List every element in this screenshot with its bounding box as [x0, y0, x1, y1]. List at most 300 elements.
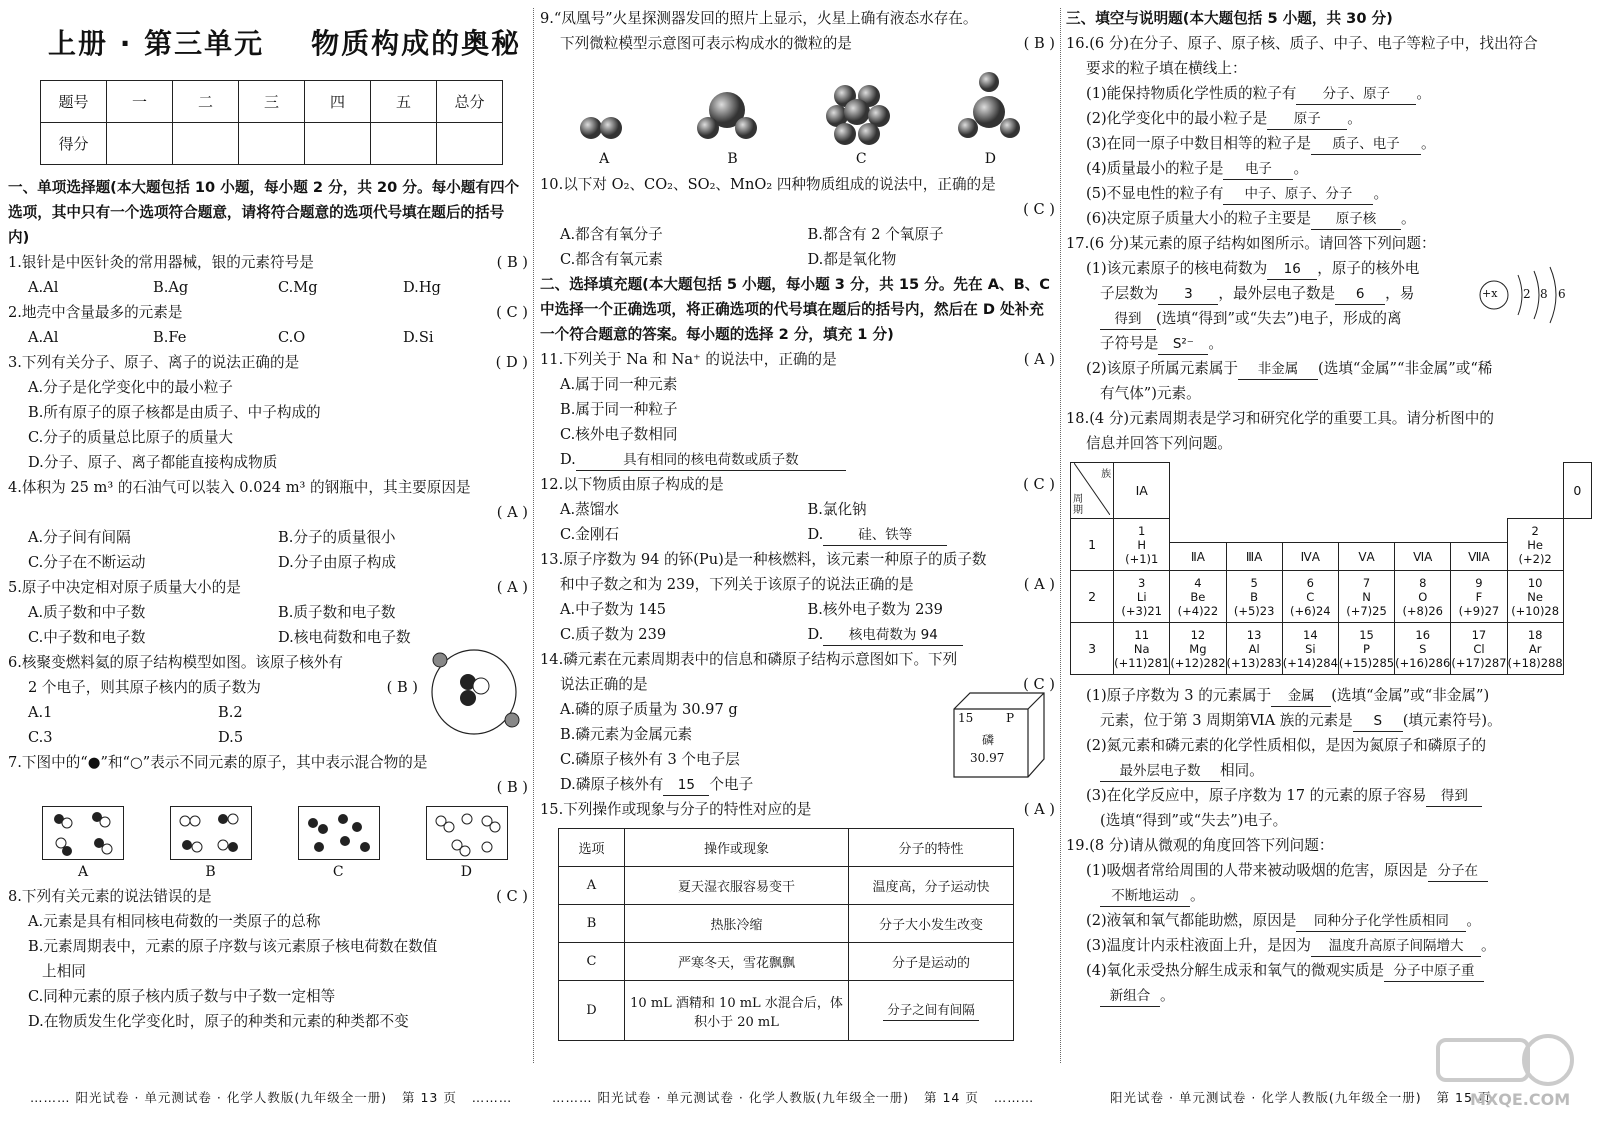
element-symbol: C [1306, 589, 1315, 604]
box-label: B [205, 864, 216, 880]
option: D.分子由原子构成 [278, 554, 396, 571]
element-diagram: (+14)284 [1282, 655, 1338, 670]
item-text: (选填“金属”“非金属”或“稀 [1318, 360, 1493, 377]
element-symbol: He [1527, 537, 1543, 552]
fill-blank[interactable]: 中子、原子、分子 [1223, 184, 1373, 205]
score-cell[interactable] [437, 123, 503, 165]
score-header: 题号 [41, 81, 107, 123]
option-label: D. [807, 626, 824, 643]
item-text: 相同。 [1220, 762, 1264, 779]
item-text: (1)原子序数为 3 的元素属于 [1086, 687, 1272, 704]
options [540, 222, 1055, 247]
option-d [808, 522, 1056, 547]
answer-bracket: ( A ) [1023, 801, 1055, 818]
element-diagram: (+11)281 [1114, 655, 1170, 670]
fill-blank[interactable]: 分子、原子 [1296, 84, 1416, 105]
option: C.同种元素的原子核内质子数与中子数一定相等 [28, 988, 336, 1005]
phosphorus-element-cell [950, 705, 1034, 789]
fill-blank[interactable]: 分子中原子重 [1384, 961, 1484, 982]
element-number: 11 [1134, 627, 1150, 642]
option: D.Si [403, 329, 434, 346]
answer-bracket: ( C ) [1023, 201, 1055, 218]
item-text: (3)温度计内汞柱液面上升，是因为 [1086, 937, 1311, 954]
box-label: A [78, 864, 89, 880]
question-7: 7.下图中的“●”和“○”表示不同元素的原子，其中表示混合物的是 [8, 754, 428, 771]
option: C.3 [28, 729, 53, 746]
element-symbol: P [1363, 641, 1370, 656]
answer-row [8, 500, 528, 525]
options [540, 597, 1055, 622]
element-number: 9 [1475, 575, 1483, 590]
element-number: 15 [1359, 627, 1374, 642]
q19-line: (2)液氧和氧气都能助燃，原因是 同种分子化学性质相同 。 [1066, 908, 1592, 933]
table-cell: 温度高，分子运动快 [849, 867, 1014, 905]
table-row [559, 943, 1014, 981]
question-11 [540, 347, 1055, 372]
molecule-model-c [823, 78, 893, 148]
element-cell [1395, 571, 1451, 623]
element-cell [1170, 623, 1226, 675]
option: A.分子间有间隔 [28, 529, 131, 546]
score-cell[interactable] [239, 123, 305, 165]
table-cell: 夏天湿衣服容易变干 [625, 867, 849, 905]
element-number: 1 [1138, 523, 1146, 538]
item-text: (5)不显电性的粒子有 [1086, 185, 1224, 202]
corner-bottom-label: 周期 [1073, 494, 1083, 516]
table-cell: 10 mL 酒精和 10 mL 水混合后，体积小于 20 mL [625, 981, 849, 1041]
fill-blank[interactable]: 6 [1335, 284, 1385, 305]
option: B.Fe [153, 329, 187, 346]
item-text: 子层数为 [1100, 285, 1159, 302]
table-row [559, 981, 1014, 1041]
score-cell[interactable] [173, 123, 239, 165]
fill-blank[interactable]: 硅、铁等 [823, 525, 947, 546]
options [8, 550, 528, 575]
q18-line [1066, 758, 1592, 783]
question-8 [8, 884, 528, 909]
element-diagram: (+13)283 [1226, 655, 1282, 670]
option: B.都含有 2 个氧原子 [807, 226, 944, 243]
question-stem: 和中子数之和为 239，下列关于该原子的说法正确的是 [560, 576, 914, 593]
answer-bracket: ( C ) [496, 304, 528, 321]
table-cell: B [559, 905, 625, 943]
option: B.所有原子的原子核都是由质子、中子构成的 [28, 404, 321, 421]
molecule-label: C [855, 151, 867, 167]
fill-blank[interactable]: 分子在 [1428, 861, 1488, 882]
q16-item: (3)在同一原子中数目相等的粒子是 质子、电子 。 [1066, 131, 1592, 156]
column-1 [8, 6, 528, 1066]
options [540, 522, 1055, 547]
fill-blank[interactable]: 16 [1267, 259, 1317, 280]
option: D.分子、原子、离子都能直接构成物质 [28, 454, 278, 471]
question-stem: 6.核聚变燃料氦的原子结构模型如图。该原子核外有 [8, 654, 343, 671]
molecule-label: D [984, 151, 996, 167]
element-diagram: (+3)21 [1121, 603, 1162, 618]
question-stem: 11.下列关于 Na 和 Na⁺ 的说法中，正确的是 [540, 351, 837, 368]
element-symbol: Ne [1527, 589, 1543, 604]
element-symbol: H [1137, 537, 1147, 552]
fill-blank[interactable]: 原子 [1267, 109, 1347, 130]
element-symbol: Be [1190, 589, 1206, 604]
element-cell [1114, 571, 1170, 623]
element-symbol: Cl [1473, 641, 1485, 656]
element-number: 7 [1362, 575, 1371, 590]
molecule-model-a [571, 108, 631, 148]
table-cell: 分子是运动的 [849, 943, 1014, 981]
group-header: ⅤA [1338, 543, 1394, 571]
period-label: 1 [1071, 519, 1114, 571]
element-diagram: (+7)25 [1346, 603, 1387, 618]
element-number: 2 [1531, 523, 1539, 538]
option: B.分子的质量很小 [278, 529, 396, 546]
fill-blank[interactable]: 金属 [1271, 686, 1331, 707]
table-cell: 分子大小发生改变 [849, 905, 1014, 943]
element-diagram: (+16)286 [1395, 655, 1451, 670]
question-stem: 3.下列有关分子、原子、离子的说法正确的是 [8, 354, 300, 371]
item-text: 元素，位于第 3 周期第ⅥA 族的元素是 [1100, 712, 1353, 729]
element-diagram: (+1)1 [1125, 551, 1159, 566]
item-text: (2)液氧和氧气都能助燃，原因是 [1086, 912, 1297, 929]
molecule-label: B [727, 151, 738, 167]
question-stem: 14.磷元素在元素周期表中的信息和磷原子结构示意图如下。下列 [540, 651, 958, 668]
option: C.分子在不断运动 [28, 554, 146, 571]
item-text: ，原子的核外电 [1317, 260, 1420, 277]
group-header: ⅢA [1226, 543, 1282, 571]
element-symbol: Si [1305, 641, 1316, 656]
item-text: 子符号是 [1100, 335, 1159, 352]
answer-bracket: ( A ) [1023, 576, 1055, 593]
q16-item: (2)化学变化中的最小粒子是 原子 。 [1066, 106, 1592, 131]
item-text: (3)在同一原子中数目相等的粒子是 [1086, 135, 1311, 152]
q19-line: (3)温度计内汞柱液面上升，是因为 温度升高原子间隔增大 。 [1066, 933, 1592, 958]
table-cell: 严寒冬天，雪花飘飘 [625, 943, 849, 981]
option: A.都含有氧分子 [560, 226, 663, 243]
period-label: 2 [1071, 571, 1114, 623]
item-text: (填元素符号)。 [1402, 712, 1502, 729]
molecule-label: A [599, 151, 610, 167]
element-number: 18 [1527, 627, 1543, 642]
element-cell [1507, 571, 1563, 623]
answer-bracket: ( B ) [496, 779, 528, 796]
element-symbol: P [1006, 711, 1015, 725]
q19-line: 不断地运动 。 [1066, 883, 1592, 908]
option: B.Ag [153, 279, 189, 296]
column-header: 分子的特性 [849, 829, 1014, 867]
footer-page-13: ……… 阳光试卷 · 单元测试卷 · 化学人教版(九年级全一册) 第 13 页 ……… [30, 1090, 513, 1105]
question-17 [1066, 231, 1592, 406]
score-cell[interactable] [305, 123, 371, 165]
option-label: D. [560, 451, 576, 468]
item-text: (2)氮元素和磷元素的化学性质相似，是因为氮原子和磷原子的 [1086, 737, 1487, 754]
question-stem-line2 [540, 31, 1055, 56]
question-stem: 2.地壳中含量最多的元素是 [8, 304, 183, 321]
item-text: (4)质量最小的粒子是 [1086, 160, 1224, 177]
element-symbol: Li [1136, 589, 1147, 604]
answer-bracket: ( B ) [386, 679, 418, 696]
option: A.元素是具有相同核电荷数的一类原子的总称 [28, 913, 321, 930]
element-number: 13 [1246, 627, 1262, 642]
element-number: 14 [1303, 627, 1318, 642]
score-header: 五 [371, 81, 437, 123]
item-text: (4)氧化汞受热分解生成汞和氧气的微观实质是 [1086, 962, 1384, 979]
option: C.金刚石 [560, 526, 620, 543]
element-number: 16 [1415, 627, 1431, 642]
option: C.Mg [278, 279, 318, 296]
q18-line [1066, 683, 1592, 708]
item-text: (1)能保持物质化学性质的粒子有 [1086, 85, 1297, 102]
fill-blank[interactable]: 核电荷数为 94 [823, 625, 963, 646]
question-10: 10.以下对 O₂、CO₂、SO₂、MnO₂ 四种物质组成的说法中，正确的是 [540, 176, 996, 193]
option: C.质子数为 239 [560, 626, 667, 643]
molecule-model-d [954, 68, 1024, 148]
element-cell [1282, 623, 1338, 675]
option: C.O [278, 329, 306, 346]
q16-item: (1)能保持物质化学性质的粒子有 分子、原子 。 [1066, 81, 1592, 106]
fill-blank[interactable]: 质子、电子 [1311, 134, 1421, 155]
fill-blank[interactable]: 温度升高原子间隔增大 [1311, 936, 1481, 957]
element-symbol: Mg [1189, 641, 1207, 656]
score-cell[interactable] [371, 123, 437, 165]
fill-blank[interactable]: 原子核 [1311, 209, 1401, 230]
score-label: 得分 [41, 123, 107, 165]
answer-bracket: ( C ) [1023, 476, 1055, 493]
fill-blank[interactable]: 具有相同的核电荷数或质子数 [576, 450, 846, 471]
cube-outline [950, 691, 1046, 783]
footer-page-15: 阳光试卷 · 单元测试卷 · 化学人教版(九年级全一册) 第 15 页 [1110, 1090, 1492, 1105]
element-symbol: N [1362, 589, 1371, 604]
option: B.核外电子数为 239 [807, 601, 943, 618]
answer-bracket: ( D ) [495, 354, 528, 371]
score-table [40, 80, 503, 165]
question-stem: 17.(6 分)某元素的原子结构如图所示。请回答下列问题： [1066, 235, 1436, 252]
shell-electrons: 8 [1540, 287, 1548, 301]
particle-box-a [42, 806, 124, 860]
question-6 [8, 650, 528, 750]
option: A.蒸馏水 [560, 501, 619, 518]
element-diagram: (+6)24 [1290, 603, 1331, 618]
fill-blank[interactable]: 非金属 [1238, 359, 1318, 380]
fill-blank[interactable]: 分子之间有间隔 [883, 1000, 979, 1021]
question-1 [8, 250, 528, 275]
table-cell: D [559, 981, 625, 1041]
item-text: (1)该元素原子的核电荷数为 [1086, 260, 1268, 277]
element-number: 10 [1527, 575, 1543, 590]
table-cell: C [559, 943, 625, 981]
answer-row [8, 775, 528, 800]
q19-line [1066, 858, 1592, 883]
option-d [808, 622, 1056, 647]
item-text: (3)在化学反应中，原子序数为 17 的元素的原子容易 [1086, 787, 1427, 804]
group-header: ⅥA [1395, 543, 1451, 571]
fill-blank[interactable]: 得到 [1100, 309, 1156, 330]
q15-table [558, 828, 1014, 1041]
q19-line: 新组合 。 [1066, 983, 1592, 1008]
options [540, 497, 1055, 522]
option: A.中子数为 145 [560, 601, 667, 618]
group-header: ⅣA [1282, 543, 1338, 571]
item-text: (1)吸烟者常给周围的人带来被动吸烟的危害，原因是 [1086, 862, 1428, 879]
option: 上相同 [42, 963, 86, 980]
answer-bracket: ( B ) [496, 254, 528, 271]
period-label: 3 [1071, 623, 1114, 675]
element-number: 8 [1419, 575, 1427, 590]
footer-page-14: ……… 阳光试卷 · 单元测试卷 · 化学人教版(九年级全一册) 第 14 页 ……… [552, 1090, 1035, 1105]
options [8, 275, 528, 300]
score-cell[interactable] [107, 123, 173, 165]
answer-bracket: ( C ) [496, 888, 528, 905]
shell-electrons: 2 [1523, 287, 1531, 301]
option: C.磷原子核外有 3 个电子层 [560, 751, 740, 768]
element-diagram: (+12)282 [1170, 655, 1226, 670]
element-diagram: (+15)285 [1338, 655, 1395, 670]
element-diagram: (+18)288 [1507, 655, 1563, 670]
fill-blank[interactable]: 不断地运动 [1100, 886, 1190, 907]
question-stem-line2 [8, 675, 418, 700]
element-diagram: (+4)22 [1177, 603, 1219, 618]
section-2-heading: 二、选择填充题(本大题包括 5 小题，每小题 3 分，共 15 分。先在 A、B、C 中选择一个正确选项，将正确选项的代号填在题后的括号内，然后在 D 处补充一个符合题意的答案。每小题的选择 2 分，填充 1 分) [540, 276, 1051, 343]
element-number: 3 [1138, 575, 1146, 590]
question-stem: 说法正确的是 [560, 676, 648, 693]
table-cell [849, 981, 1014, 1041]
element-diagram: (+17)287 [1451, 655, 1507, 670]
q19-line [1066, 958, 1592, 983]
element-symbol: S [1419, 641, 1427, 656]
table-cell: 热胀冷缩 [625, 905, 849, 943]
box-label: D [460, 864, 472, 880]
question-2 [8, 300, 528, 325]
options [8, 525, 528, 550]
option: B.氯化钠 [807, 501, 867, 518]
question-5 [8, 575, 528, 600]
helium-atom-model-diagram [428, 642, 524, 738]
table-row [559, 905, 1014, 943]
element-cell [1451, 571, 1507, 623]
q17-line: 子符号是 S²⁻ 。 [1066, 331, 1592, 356]
question-18: 18.(4 分)元素周期表是学习和研究化学的重要工具。请分析图中的 [1066, 410, 1494, 427]
option: A.质子数和中子数 [28, 604, 146, 621]
element-number: 17 [1471, 627, 1487, 642]
question-16: 16.(6 分)在分子、原子、原子核、质子、中子、电子等粒子中，找出符合 [1066, 35, 1538, 52]
box-label: C [332, 864, 344, 880]
element-cell [1282, 571, 1338, 623]
column-3 [1066, 6, 1592, 1066]
options [8, 325, 528, 350]
option-d [540, 447, 1055, 472]
item-text: (选填“得到”或“失去”)电子。 [1100, 812, 1288, 829]
option: B.磷元素为金属元素 [560, 726, 693, 743]
fill-blank[interactable]: 3 [1158, 284, 1218, 305]
option: C.核外电子数相同 [560, 426, 678, 443]
question-stem-line2 [540, 572, 1055, 597]
element-cell [1114, 519, 1170, 571]
q18-line [1066, 708, 1592, 733]
column-header: 操作或现象 [625, 829, 849, 867]
options [8, 600, 528, 625]
score-header: 一 [107, 81, 173, 123]
option: D.在物质发生化学变化时，原子的种类和元素的种类都不变 [28, 1013, 409, 1030]
group-header: ⅡA [1170, 543, 1226, 571]
element-cell [1226, 623, 1282, 675]
option-text: 个电子 [709, 776, 754, 793]
section-1-heading: 一、单项选择题(本大题包括 10 小题，每小题 2 分，共 20 分。每小题有四个选项，其中只有一个选项符合题意，请将符合题意的选项代号填在题后的括号内) [8, 179, 520, 246]
answer-bracket: ( A ) [496, 504, 528, 521]
option: D.5 [218, 729, 244, 746]
element-cell [1114, 623, 1170, 675]
fill-blank[interactable]: 最外层电子数 [1100, 761, 1220, 782]
fill-blank[interactable]: 同种分子化学性质相同 [1296, 911, 1466, 932]
element-symbol: B [1250, 589, 1259, 604]
q16-item: (6)决定原子质量大小的粒子主要是 原子核 。 [1066, 206, 1592, 231]
item-text: ，最外层电子数是 [1218, 285, 1336, 302]
option: A.磷的原子质量为 30.97 g [560, 701, 738, 718]
group-header: 0 [1563, 463, 1591, 519]
fill-blank[interactable]: 电子 [1223, 159, 1293, 180]
element-name: 磷 [982, 733, 995, 747]
table-row [559, 867, 1014, 905]
element-diagram: (+10)28 [1511, 603, 1560, 618]
question-stem: 2 个电子，则其原子核内的质子数为 [28, 679, 261, 696]
q16-item: (5)不显电性的粒子有 中子、原子、分子 。 [1066, 181, 1592, 206]
group-header: ⅦA [1451, 543, 1507, 571]
fill-blank[interactable]: S²⁻ [1158, 334, 1208, 355]
option: A.Al [28, 279, 59, 296]
section-3-heading: 三、填空与说明题(本大题包括 5 小题，共 30 分) [1066, 10, 1393, 27]
question-3 [8, 350, 528, 375]
atom-structure-diagram [1476, 263, 1592, 327]
particle-box-c [298, 806, 380, 860]
option-text: D.磷原子核外有 [560, 776, 664, 793]
question-19: 19.(8 分)请从微观的角度回答下列问题： [1066, 837, 1334, 854]
question-stem: 要求的粒子填在横线上： [1086, 60, 1247, 77]
options [540, 247, 1055, 272]
element-symbol: F [1475, 589, 1483, 604]
fill-blank[interactable]: 15 [663, 775, 709, 796]
column-divider-2 [1060, 8, 1061, 1063]
molecule-models [540, 56, 1055, 148]
element-cell [1226, 571, 1282, 623]
group-header: ⅠA [1114, 463, 1170, 519]
fill-blank[interactable]: 新组合 [1100, 986, 1160, 1007]
periodic-table [1070, 462, 1592, 675]
element-number: 5 [1250, 575, 1258, 590]
fill-blank[interactable]: S [1353, 711, 1403, 732]
question-13: 13.原子序数为 94 的钚(Pu)是一种核燃料，该元素一种原子的质子数 [540, 551, 987, 568]
element-cell [1507, 623, 1563, 675]
box-labels [8, 860, 528, 884]
option: B.属于同一种粒子 [560, 401, 678, 418]
page-title: 上册 · 第三单元 物质构成的奥秘 [48, 27, 522, 60]
question-stem: 1.银针是中医针灸的常用器械，银的元素符号是 [8, 254, 314, 271]
element-symbol: Ar [1528, 641, 1542, 656]
answer-bracket: ( A ) [1023, 351, 1055, 368]
item-text: (2)该原子所属元素属于 [1086, 360, 1239, 377]
answer-bracket: ( A ) [496, 579, 528, 596]
corner-cell [1071, 463, 1114, 519]
score-header: 四 [305, 81, 371, 123]
answer-bracket: ( B ) [1023, 35, 1055, 52]
element-diagram: (+9)27 [1458, 603, 1500, 618]
element-number: 4 [1194, 575, 1202, 590]
fill-blank[interactable]: 得到 [1426, 786, 1482, 807]
option: D.都是氧化物 [807, 251, 897, 268]
molecule-labels [540, 148, 1055, 172]
element-number: 12 [1190, 627, 1206, 642]
molecule-model-b [692, 88, 762, 148]
element-symbol: Al [1248, 641, 1260, 656]
q18-line [1066, 783, 1592, 808]
score-header: 二 [173, 81, 239, 123]
option-label: D. [807, 526, 824, 543]
